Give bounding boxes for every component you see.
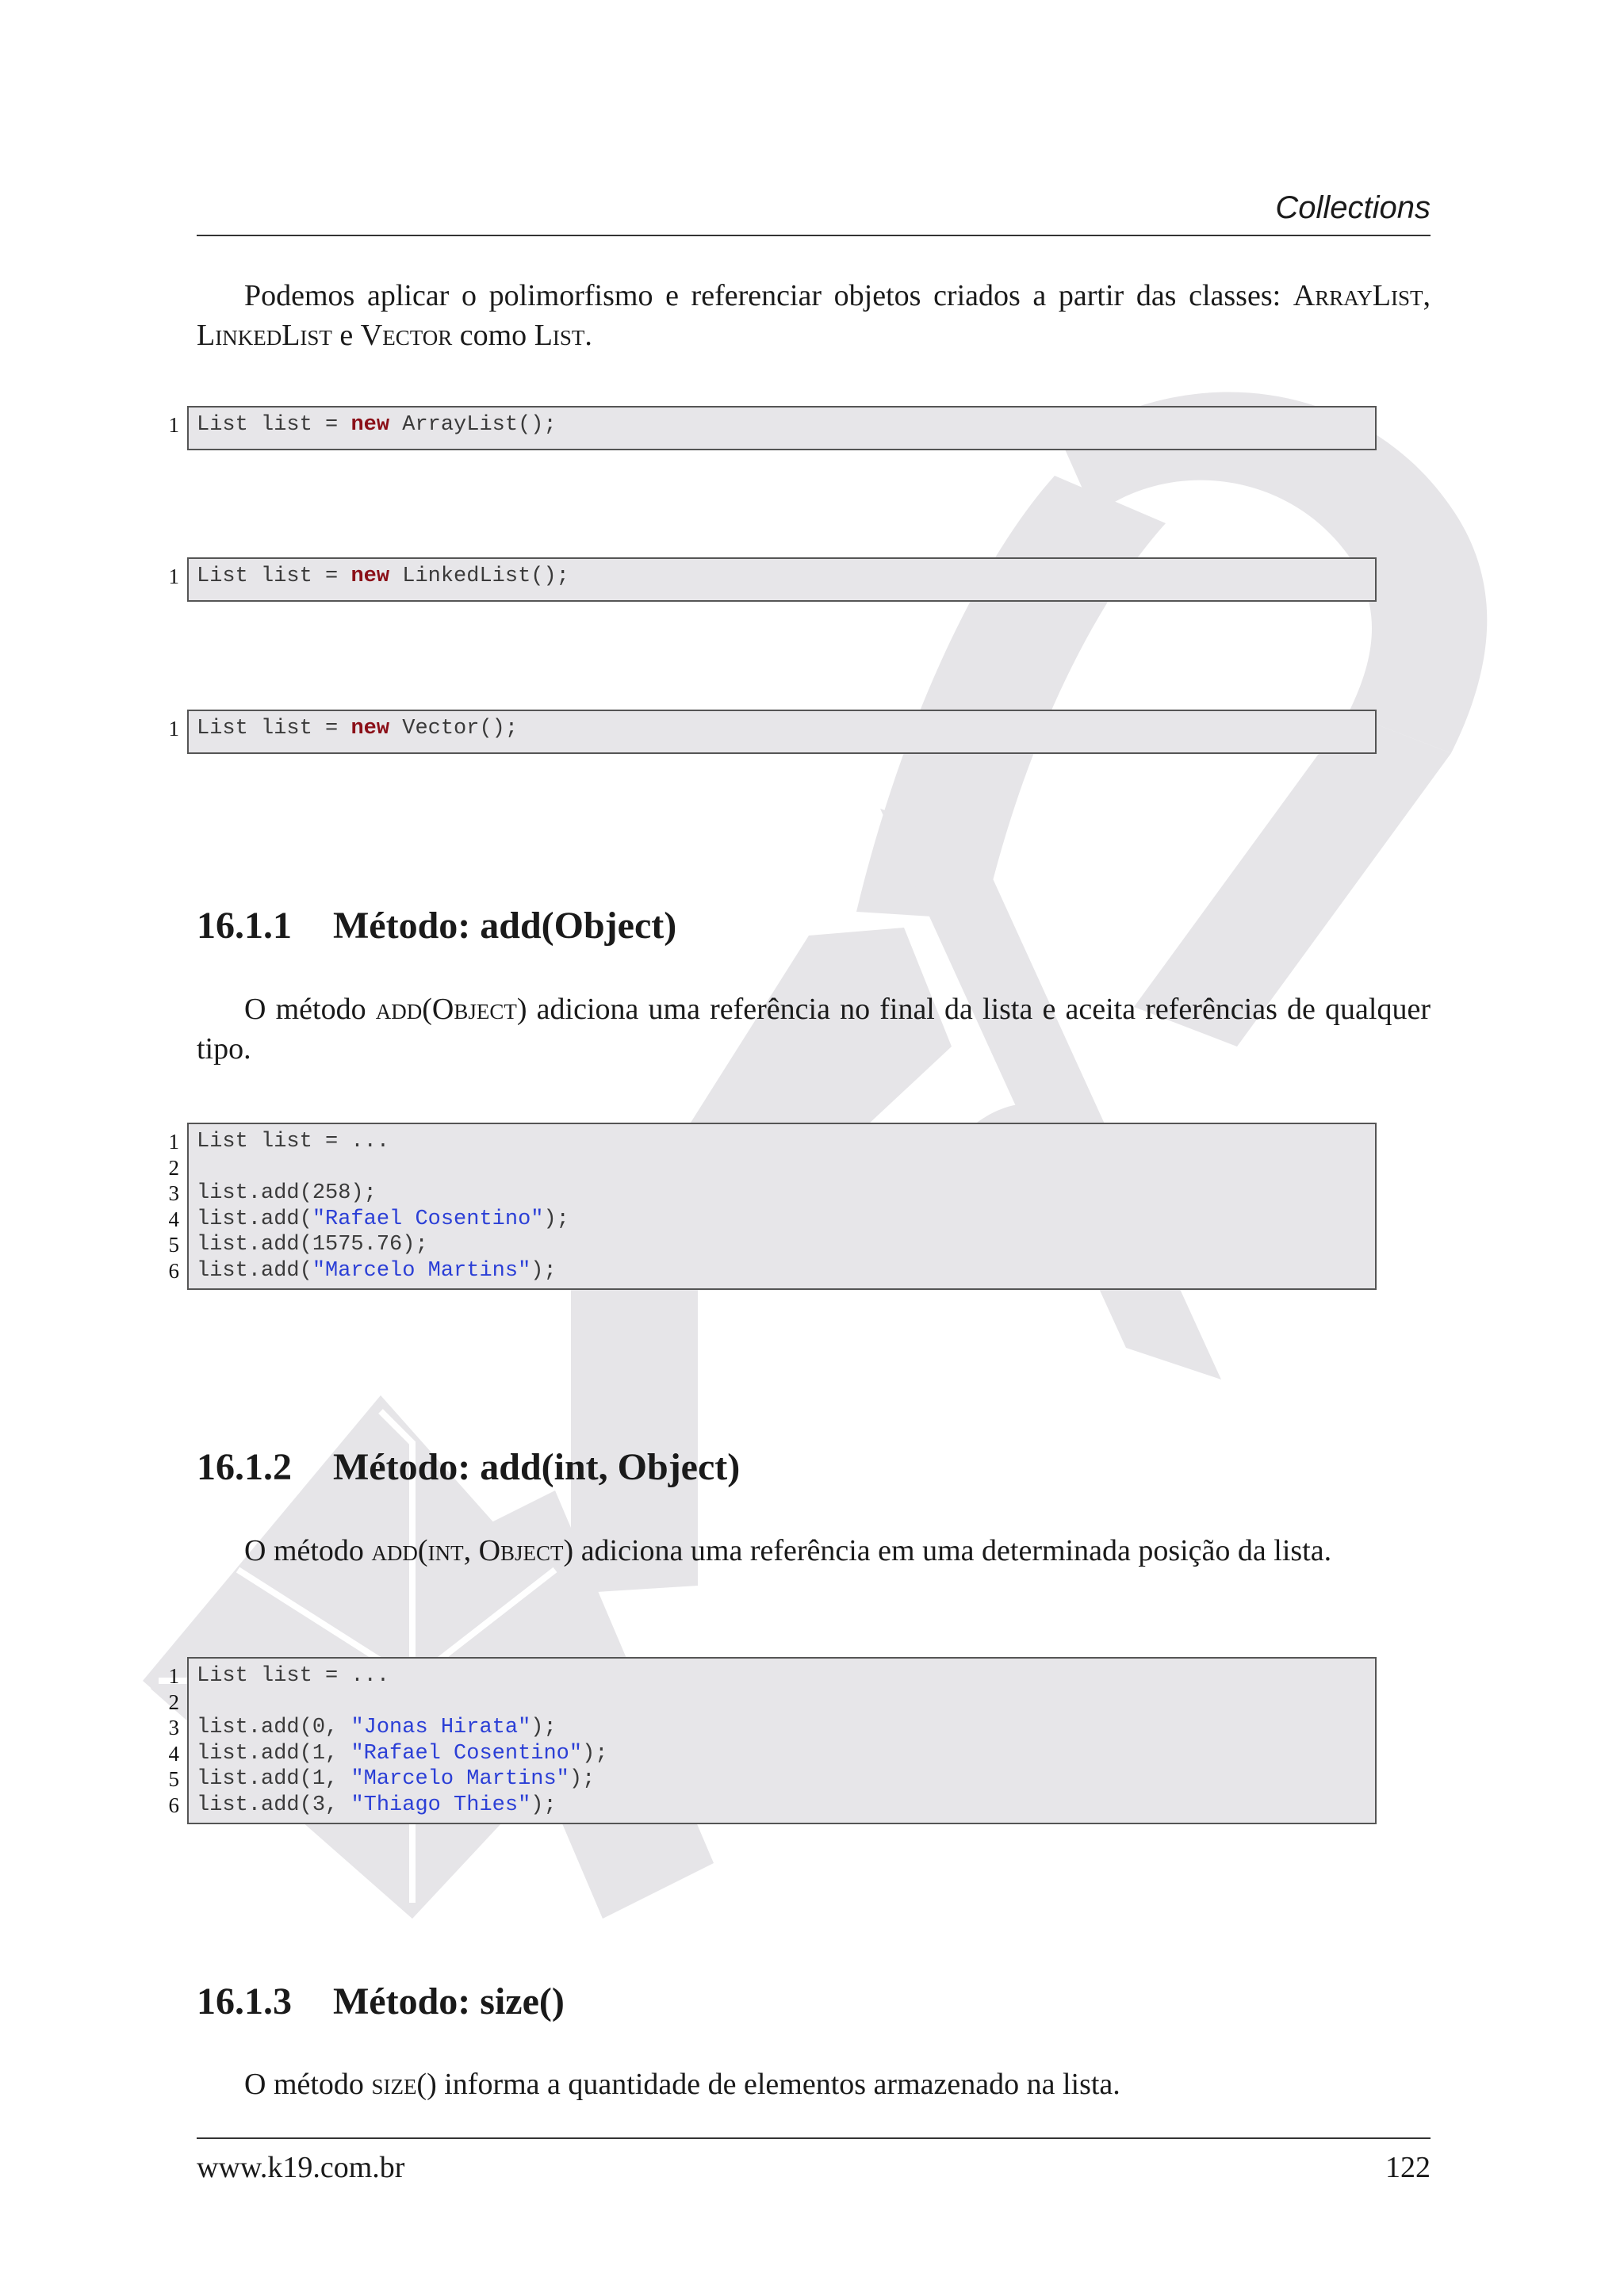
running-header: Collections xyxy=(1275,190,1431,225)
class-name-arraylist: ArrayList xyxy=(1293,279,1423,312)
code-line: 6 list.add("Marcelo Martins"); xyxy=(168,1258,557,1283)
line-number: 1 xyxy=(168,717,179,740)
code-block-vector xyxy=(168,710,1377,754)
footer-rule xyxy=(197,2137,1431,2139)
code-line: 3 list.add(258); xyxy=(168,1181,377,1205)
header-rule xyxy=(197,235,1431,236)
section-heading-size: 16.1.3 Método: size() xyxy=(197,1980,565,2022)
section-description: O método size() informa a quantidade de elementos armazenado na lista. xyxy=(244,2068,1120,2101)
code-line: 1 List list = new ArrayList(); xyxy=(197,412,1367,438)
section-description: O método add(int, Object) adiciona uma referência em uma determinada posição da lista. xyxy=(244,1534,1332,1567)
code-box xyxy=(168,1123,1377,1290)
code-line: 4 list.add(1, "Rafael Cosentino"); xyxy=(168,1741,608,1766)
page-footer xyxy=(197,2150,1431,2185)
code-line: 3 list.add(0, "Jonas Hirata"); xyxy=(168,1716,557,1739)
class-name-list: List xyxy=(534,319,585,352)
method-name: add(Object) xyxy=(375,993,527,1026)
section-description: O método add(Object) adiciona uma referência no final da lista e aceita referências de qualquer tipo. xyxy=(197,993,1431,1066)
footer-url[interactable]: www.k19.com.br xyxy=(197,2151,405,2184)
code-block-add-int-object xyxy=(168,1657,1377,1824)
code-line: 5 list.add(1, "Marcelo Martins"); xyxy=(168,1767,596,1791)
section-heading-add-int-object: 16.1.2 Método: add(int, Object) xyxy=(197,1446,741,1488)
code-line: 1 List list = new LinkedList(); xyxy=(197,564,1367,590)
code-box xyxy=(168,1657,1377,1824)
code-block-arraylist xyxy=(168,406,1377,450)
code-line: 1 List list = ... xyxy=(168,1130,390,1154)
code-block-linkedlist xyxy=(168,557,1377,602)
code-line: 5 list.add(1575.76); xyxy=(168,1233,428,1257)
method-name: size() xyxy=(371,2068,437,2101)
code-line: 1 List list = ... xyxy=(168,1664,390,1688)
line-number: 1 xyxy=(168,564,179,588)
code-line: 2 xyxy=(168,1689,179,1714)
class-name-linkedlist: LinkedList xyxy=(197,319,332,352)
intro-paragraph: Podemos aplicar o polimorfismo e referenciar objetos criados a partir das classes: ArrayList, LinkedList e Vector como List. xyxy=(197,279,1431,352)
class-name-vector: Vector xyxy=(360,319,453,352)
code-line: 6 list.add(3, "Thiago Thies"); xyxy=(168,1793,557,1817)
line-number: 1 xyxy=(168,413,179,437)
code-line: 4 list.add("Rafael Cosentino"); xyxy=(168,1207,569,1231)
method-name: add(int, Object) xyxy=(371,1534,574,1567)
code-line: 1 List list = new Vector(); xyxy=(197,716,1367,742)
page-number: 122 xyxy=(1385,2151,1431,2184)
code-block-add-object xyxy=(168,1123,1377,1290)
code-line: 2 xyxy=(168,1155,179,1180)
section-heading-add-object: 16.1.1 Método: add(Object) xyxy=(197,905,677,947)
